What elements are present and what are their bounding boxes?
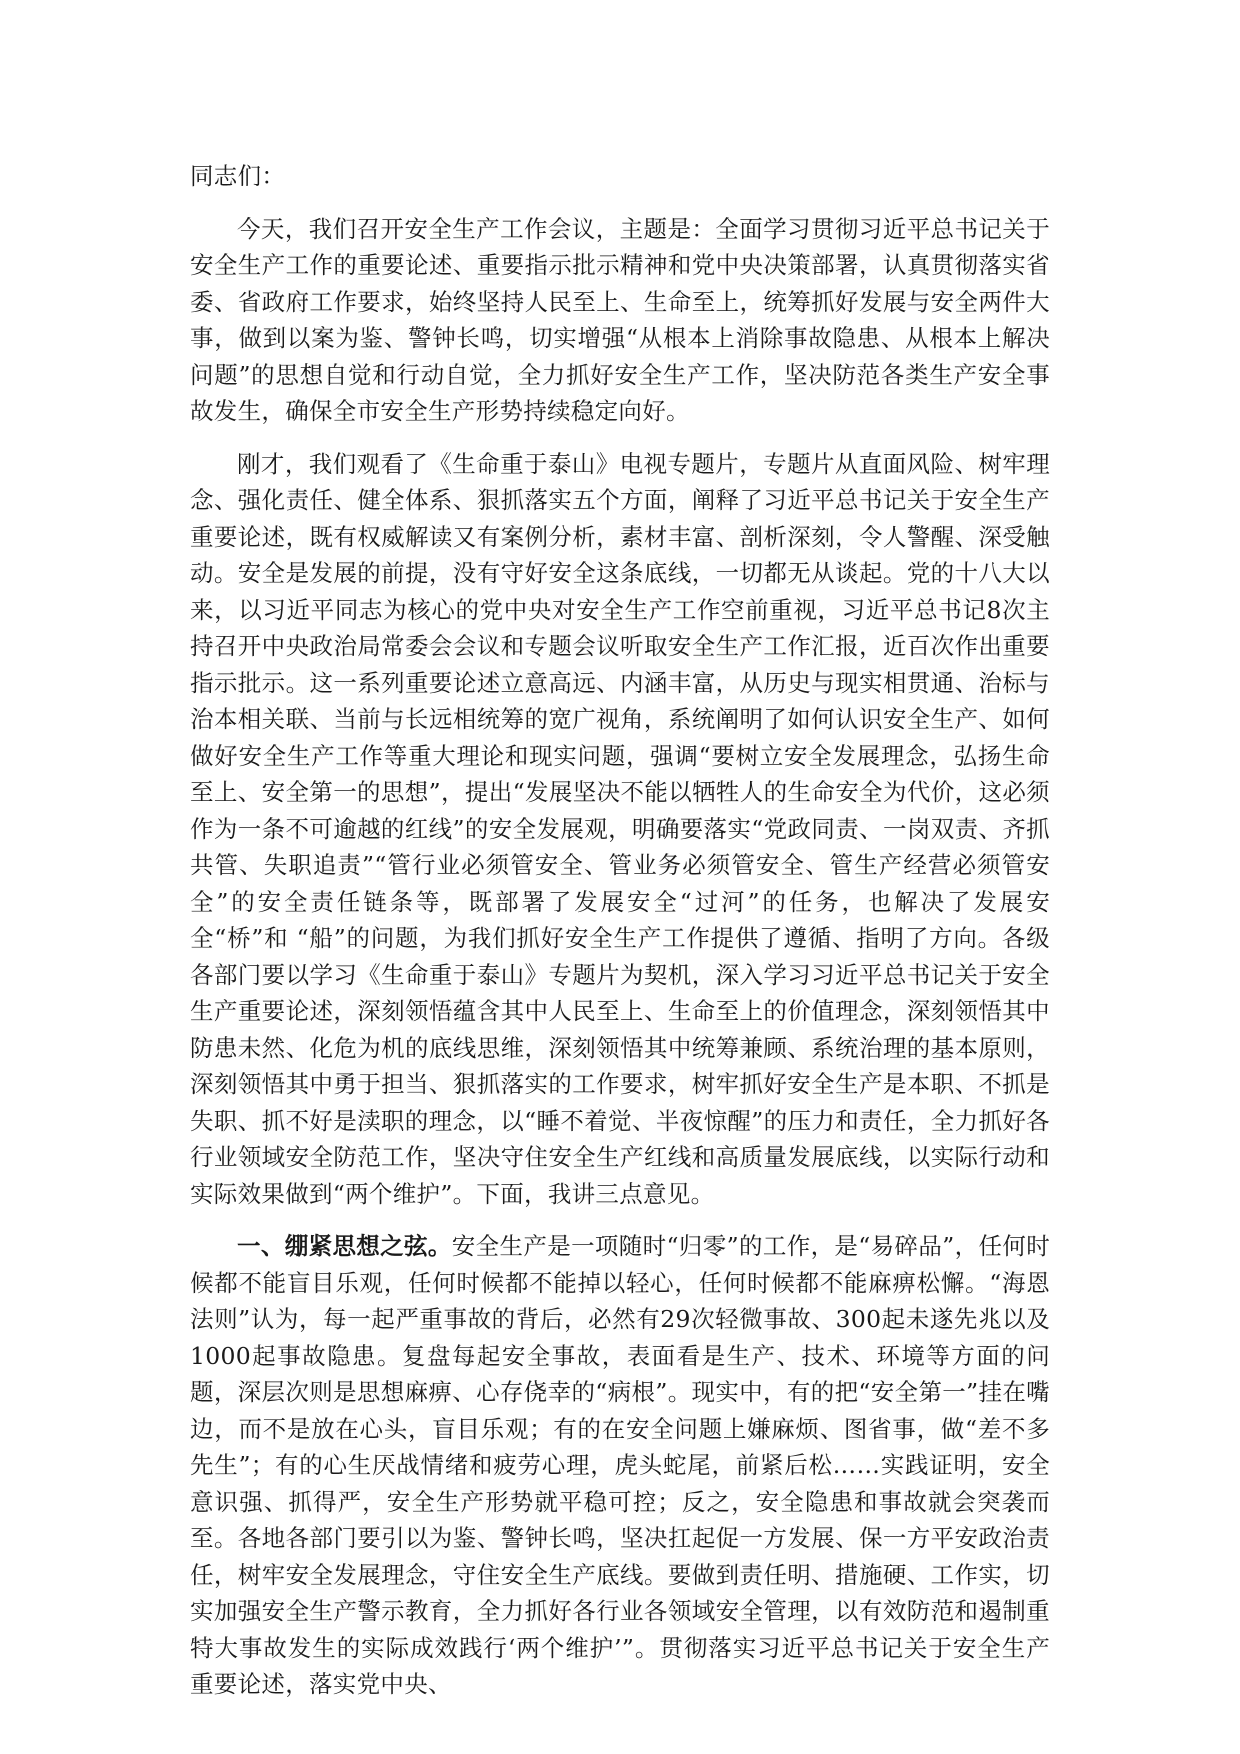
document-page <box>190 150 1050 1703</box>
paragraph-section-one <box>190 1228 1050 1703</box>
section-one-body: 安全生产是一项随时“归零”的工作，是“易碎品”，任何时候都不能盲目乐观，任何时候都不能掉以轻心，任何时候都不能麻痹松懈。“海恩法则”认为，每一起严重事故的背后，必然有29次轻微事故、300起未遂先兆以及 1000起事故隐患。复盘每起安全事故，表面看是生产、技术、环境等方面的问题，深层次则是思想麻痹、心存侥幸的“病根”。现实中，有的把“安全第一”挂在嘴边，而不是放在心头，盲目乐观；有的在安全问题上嫌麻烦、图省事，做“差不多先生”；有的心生厌战情绪和疲劳心理，虎头蛇尾，前紧后松……实践证明，安全意识强、抓得严，安全生产形势就平稳可控；反之，安全隐患和事故就会突袭而至。各地各部门要引以为鉴、警钟长鸣，坚决扛起促一方发展、保一方平安政治责任，树牢安全发展理念，守住安全生产底线。要做到责任明、措施硬、工作实，切实加强安全生产警示教育，全力抓好各行业各领域安全管理，以有效防范和遏制重特大事故发生的实际成效践行‘两个维护’”。贯彻落实习近平总书记关于安全生产重要论述，落实党中央、 <box>190 1232 1051 1698</box>
section-one-heading: 一、绷紧思想之弦。 <box>237 1232 452 1260</box>
paragraph-documentary: 刚才，我们观看了《生命重于泰山》电视专题片，专题片从直面风险、树牢理念、强化责任、健全体系、狠抓落实五个方面，阐释了习近平总书记关于安全生产重要论述，既有权威解读又有案例分析，素材丰富、剖析深刻，令人警醒、深受触动。安全是发展的前提，没有守好安全这条底线，一切都无从谈起。党的十八大以来，以习近平同志为核心的党中央对安全生产工作空前重视，习近平总书记8次主持召开中央政治局常委会会议和专题会议听取安全生产工作汇报，近百次作出重要指示批示。这一系列重要论述立意高远、内涵丰富，从历史与现实相贯通、治标与治本相关联、当前与长远相统筹的宽广视角，系统阐明了如何认识安全生产、如何做好安全生产工作等重大理论和现实问题，强调“要树立安全发展理念，弘扬生命至上、安全第一的思想”，提出“发展坚决不能以牺牲人的生命安全为代价，这必须作为一条不可逾越的红线”的安全发展观，明确要落实“党政同责、一岗双责、齐抓共管、失职追责”“管行业必须管安全、管业务必须管安全、管生产经营必须管安全”的安全责任链条等，既部署了发展安全“过河”的任务，也解决了发展安全“桥”和 “船”的问题，为我们抓好安全生产工作提供了遵循、指明了方向。各级各部门要以学习《生命重于泰山》专题片为契机，深入学习习近平总书记关于安全生产重要论述，深刻领悟蕴含其中人民至上、生命至上的价值理念，深刻领悟其中防患未然、化危为机的底线思维，深刻领悟其中统筹兼顾、系统治理的基本原则，深刻领悟其中勇于担当、狠抓落实的工作要求，树牢抓好安全生产是本职、不抓是失职、抓不好是渎职的理念，以“睡不着觉、半夜惊醒”的压力和责任，全力抓好各行业领域安全防范工作，坚决守住安全生产红线和高质量发展底线，以实际行动和实际效果做到“两个维护”。下面，我讲三点意见。 <box>190 449 1050 1208</box>
salutation: 同志们： <box>190 162 286 190</box>
paragraph-opening: 今天，我们召开安全生产工作会议，主题是：全面学习贯彻习近平总书记关于安全生产工作的重要论述、重要指示批示精神和党中央决策部署，认真贯彻落实省委、省政府工作要求，始终坚持人民至上、生命至上，统筹抓好发展与安全两件大事，做到以案为鉴、警钟长鸣，切实增强“从根本上消除事故隐患、从根本上解决问题”的思想自觉和行动自觉，全力抓好安全生产工作，坚决防范各类生产安全事故发生，确保全市安全生产形势持续稳定向好。 <box>190 214 1050 425</box>
